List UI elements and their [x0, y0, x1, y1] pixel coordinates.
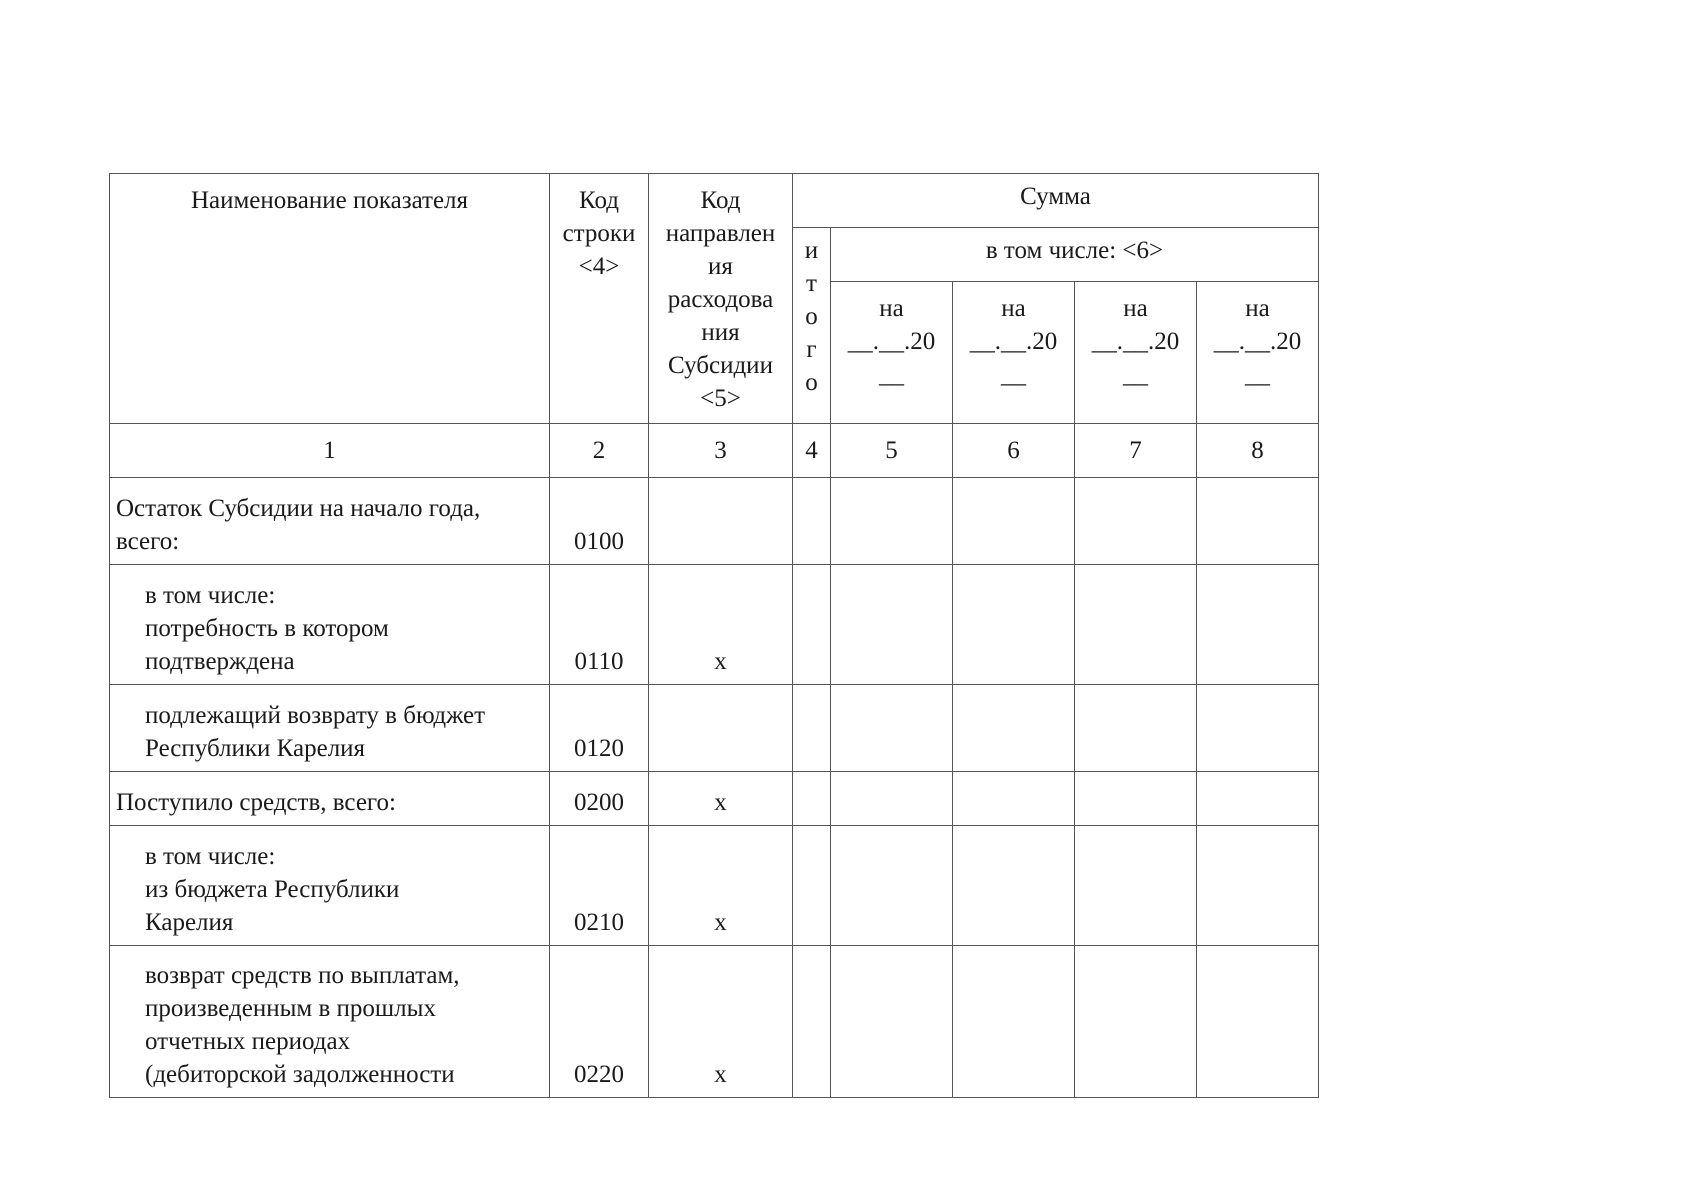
- cell-amount: [831, 826, 953, 946]
- row-code: 0200: [550, 772, 649, 826]
- row-code: 0100: [550, 478, 649, 565]
- row-direction: [649, 478, 793, 565]
- row-code: 0110: [550, 565, 649, 685]
- table-row: [110, 565, 1319, 685]
- row-direction: [649, 685, 793, 772]
- row-name: возврат средств по выплатам, произведенным в прошлых отчетных периодах (дебиторской задолженности: [110, 946, 550, 1098]
- column-number: 6: [953, 424, 1075, 478]
- header-indicator-name: Наименование показателя: [110, 174, 550, 424]
- header-total: и т о г о: [793, 228, 831, 424]
- row-direction: x: [649, 826, 793, 946]
- row-code: 0220: [550, 946, 649, 1098]
- column-number: 1: [110, 424, 550, 478]
- row-name: в том числе: из бюджета Республики Карелия: [110, 826, 550, 946]
- table-row: [110, 772, 1319, 826]
- cell-amount: [831, 565, 953, 685]
- cell-total: [793, 565, 831, 685]
- row-name: Остаток Субсидии на начало года, всего:: [110, 478, 550, 565]
- row-name: в том числе: потребность в котором подтверждена: [110, 565, 550, 685]
- cell-amount: [1197, 685, 1319, 772]
- cell-amount: [953, 946, 1075, 1098]
- subsidy-report-table: [109, 173, 1319, 1098]
- row-code: 0120: [550, 685, 649, 772]
- cell-total: [793, 772, 831, 826]
- column-number: 7: [1075, 424, 1197, 478]
- column-number: 3: [649, 424, 793, 478]
- cell-amount: [831, 685, 953, 772]
- cell-amount: [831, 946, 953, 1098]
- header-date-3: на __.__.20 __: [1075, 282, 1197, 424]
- cell-amount: [1075, 826, 1197, 946]
- cell-amount: [953, 826, 1075, 946]
- table-row: [110, 478, 1319, 565]
- header-date-1: на __.__.20 __: [831, 282, 953, 424]
- table-row: [110, 826, 1319, 946]
- cell-amount: [1075, 478, 1197, 565]
- cell-total: [793, 478, 831, 565]
- column-number: 5: [831, 424, 953, 478]
- header-date-2: на __.__.20 __: [953, 282, 1075, 424]
- column-number: 4: [793, 424, 831, 478]
- header-date-4: на __.__.20 __: [1197, 282, 1319, 424]
- cell-total: [793, 826, 831, 946]
- table-row: [110, 946, 1319, 1098]
- cell-amount: [1197, 826, 1319, 946]
- cell-amount: [1075, 565, 1197, 685]
- header-sum: Сумма: [793, 174, 1319, 228]
- cell-amount: [831, 478, 953, 565]
- header-row-code: Код строки <4>: [550, 174, 649, 424]
- cell-amount: [831, 772, 953, 826]
- cell-amount: [953, 478, 1075, 565]
- row-name: Поступило средств, всего:: [110, 772, 550, 826]
- row-code: 0210: [550, 826, 649, 946]
- row-direction: x: [649, 565, 793, 685]
- cell-amount: [1197, 565, 1319, 685]
- column-number: 8: [1197, 424, 1319, 478]
- cell-amount: [1075, 946, 1197, 1098]
- cell-total: [793, 946, 831, 1098]
- cell-amount: [1197, 478, 1319, 565]
- row-name: подлежащий возврату в бюджет Республики Карелия: [110, 685, 550, 772]
- cell-amount: [1197, 946, 1319, 1098]
- cell-amount: [1197, 772, 1319, 826]
- cell-amount: [953, 565, 1075, 685]
- table-row: [110, 685, 1319, 772]
- header-direction-code: Код направлен ия расходова ния Субсидии <5>: [649, 174, 793, 424]
- header-including: в том числе: <6>: [831, 228, 1319, 282]
- cell-amount: [953, 772, 1075, 826]
- row-direction: x: [649, 772, 793, 826]
- column-number: 2: [550, 424, 649, 478]
- column-numbers-row: [110, 424, 1319, 478]
- cell-total: [793, 685, 831, 772]
- cell-amount: [1075, 772, 1197, 826]
- cell-amount: [1075, 685, 1197, 772]
- row-direction: x: [649, 946, 793, 1098]
- cell-amount: [953, 685, 1075, 772]
